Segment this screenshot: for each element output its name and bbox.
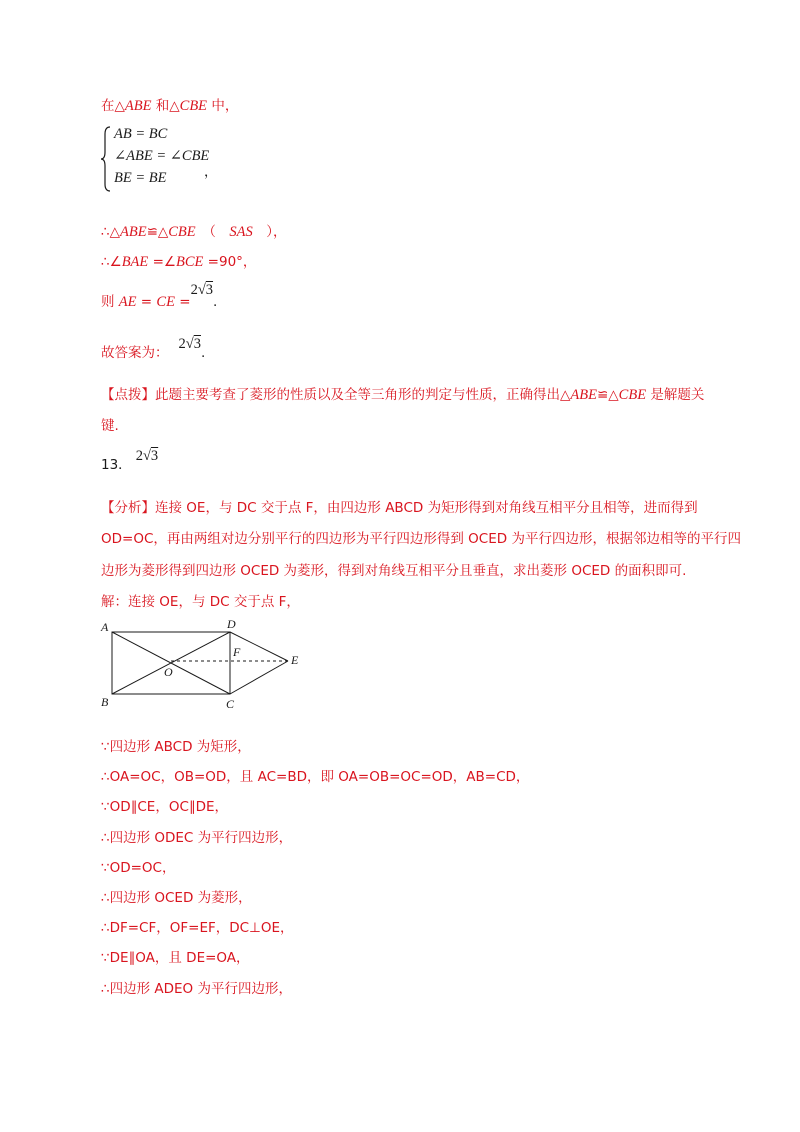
line-ae-ce	[101, 282, 218, 312]
label-d: D	[227, 617, 236, 631]
system-comma: ，	[204, 164, 218, 180]
label-e: E	[291, 653, 299, 667]
text: 和△	[151, 98, 180, 114]
text: =	[174, 294, 191, 310]
step-1: ∵四边形 ABCD 为矩形，	[101, 739, 251, 755]
radical-expression	[136, 446, 158, 466]
math-abe: ABE	[570, 387, 597, 403]
equation-system	[100, 126, 240, 192]
text: =	[136, 294, 157, 310]
line-triangles-intro	[101, 96, 238, 116]
text: ≌△	[596, 387, 619, 403]
text: 故答案为：	[101, 345, 169, 361]
analysis-line-3: 边形为菱形得到四边形 OCED 为菱形，得到对角线互相平分且垂直，求出菱形 OCED 的面积即可.	[101, 563, 687, 579]
text: （	[195, 224, 230, 240]
math-bae: BAE	[121, 254, 149, 270]
math-abe: ABE	[119, 224, 147, 240]
label-a: A	[101, 620, 109, 634]
equation-row-3: BE = BE	[114, 170, 167, 186]
math-cbe: CBE	[179, 98, 208, 114]
equation-row-2: ∠ABE = ∠CBE	[114, 148, 210, 164]
question-number: 13．	[101, 457, 132, 473]
text: ≌△	[146, 224, 169, 240]
tip-line-1	[101, 385, 704, 405]
step-2: ∴OA=OC，OB=OD，且 AC=BD，即 OA=OB=OC=OD，AB=CD，	[101, 769, 530, 785]
radicand: 3	[150, 448, 159, 464]
step-4: ∴四边形 ODEC 为平行四边形，	[101, 830, 293, 846]
label-f: F	[233, 645, 241, 659]
math-ae: AE	[118, 294, 137, 310]
label-b: B	[101, 695, 109, 709]
tip-line-2: 键.	[101, 418, 119, 434]
step-3: ∵OD∥CE，OC∥DE，	[101, 799, 229, 815]
text: =90°，	[203, 254, 257, 270]
line-angles	[101, 252, 256, 272]
text: =∠	[148, 254, 176, 270]
text: ），	[252, 224, 287, 240]
coefficient: 2	[178, 336, 186, 352]
left-brace-icon	[100, 126, 112, 192]
text: 在△	[101, 98, 125, 114]
radical-expression	[179, 334, 201, 354]
text: 中，	[207, 98, 239, 114]
math-cbe: CBE	[168, 224, 196, 240]
step-8: ∵DE∥OA，且 DE=OA，	[101, 950, 250, 966]
math-ce: CE	[156, 294, 175, 310]
text: 【点拨】此题主要考查了菱形的性质以及全等三角形的判定与性质，正确得出△	[101, 387, 571, 403]
period: .	[213, 294, 218, 310]
step-9: ∴四边形 ADEO 为平行四边形，	[101, 981, 292, 997]
segment-ce	[230, 661, 288, 694]
analysis-line-2: OD=OC，再由两组对边分别平行的四边形为平行四边形得到 OCED 为平行四边形，根据邻边相等的平行四	[101, 531, 741, 547]
analysis-line-1: 【分析】连接 OE，与 DC 交于点 F，由四边形 ABCD 为矩形得到对角线互相平分且相等，进而得到	[101, 500, 698, 516]
coefficient: 2	[135, 448, 143, 464]
period: .	[200, 345, 206, 361]
radicand: 3	[193, 336, 201, 352]
math-bce: BCE	[176, 254, 204, 270]
radical-expression	[191, 280, 213, 300]
sqrt-icon: √	[185, 336, 194, 352]
line-answer	[101, 336, 206, 363]
label-c: C	[226, 697, 235, 711]
text: 则	[101, 294, 119, 310]
math-sas: SAS	[229, 224, 253, 240]
math-abe: ABE	[124, 98, 152, 114]
math-cbe: CBE	[618, 387, 647, 403]
text: ∴△	[101, 224, 120, 240]
text: ∴∠	[101, 254, 122, 270]
label-o: O	[164, 665, 173, 679]
sqrt-icon: √	[197, 282, 206, 298]
line-congruence	[101, 222, 287, 242]
radicand: 3	[205, 282, 214, 298]
equation-row-1: AB = BC	[114, 126, 168, 142]
step-6: ∴四边形 OCED 为菱形，	[101, 890, 252, 906]
sqrt-icon: √	[142, 448, 151, 464]
text: 是解题关	[646, 387, 705, 403]
coefficient: 2	[190, 282, 198, 298]
step-5: ∵OD=OC，	[101, 860, 176, 876]
solution-intro: 解：连接 OE，与 DC 交于点 F，	[101, 594, 300, 610]
question-13	[101, 448, 159, 475]
step-7: ∴DF=CF，OF=EF，DC⊥OE，	[101, 920, 294, 936]
geometry-figure	[96, 614, 311, 714]
